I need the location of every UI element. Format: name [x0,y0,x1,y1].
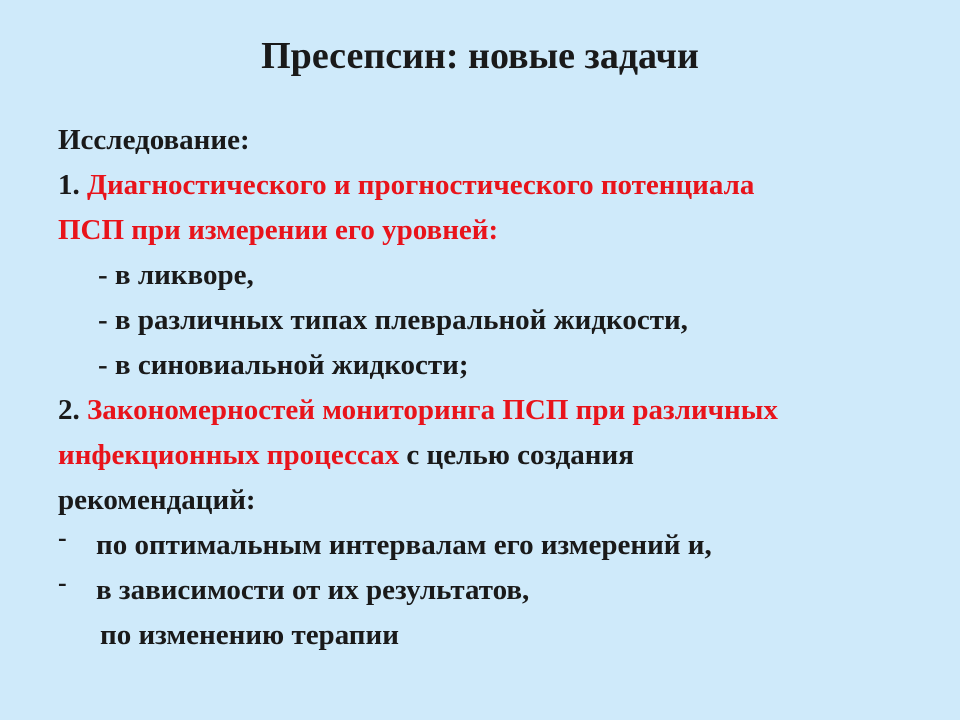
item-2-highlight-line-2: инфекционных процессах [58,439,400,471]
item-1-number: 1. [58,169,87,201]
slide-title: Пресепсин: новые задачи [261,35,699,77]
item-1-subitem-synovial: - в синовиальной жидкости; [98,349,469,381]
item-2-number: 2. [58,394,87,426]
intro-text: Исследование: [58,124,250,156]
item-2-bullet-results [58,568,938,613]
item-1-line-1 [58,163,938,208]
item-2-line-1 [58,388,938,433]
dash-marker: - [58,568,67,597]
bullet-text: в зависимости от их результатов, [96,574,530,606]
item-2-highlight-line-1: Закономерностей мониторинга ПСП при различных [87,394,778,426]
item-2-line-2 [58,433,938,478]
item-2-continuation: по изменению терапии [100,619,399,651]
slide-body [58,118,938,658]
item-2-bullet-intervals [58,523,938,568]
dash-marker: - [58,523,67,552]
bullet-text: по оптимальным интервалам его измерений и, [96,529,712,561]
item-2-plain-line-2: с целью создания [399,439,634,471]
item-1-highlight-line-2: ПСП при измерении его уровней: [58,214,499,246]
item-1-subitem-pleural: - в различных типах плевральной жидкости, [98,304,688,336]
item-2-line-3: рекомендаций: [58,484,256,516]
item-1-line-2 [58,208,938,253]
item-1-subitem-csf: - в ликворе, [98,259,254,291]
item-1-highlight-line-1: Диагностического и прогностического потенциала [87,169,755,201]
